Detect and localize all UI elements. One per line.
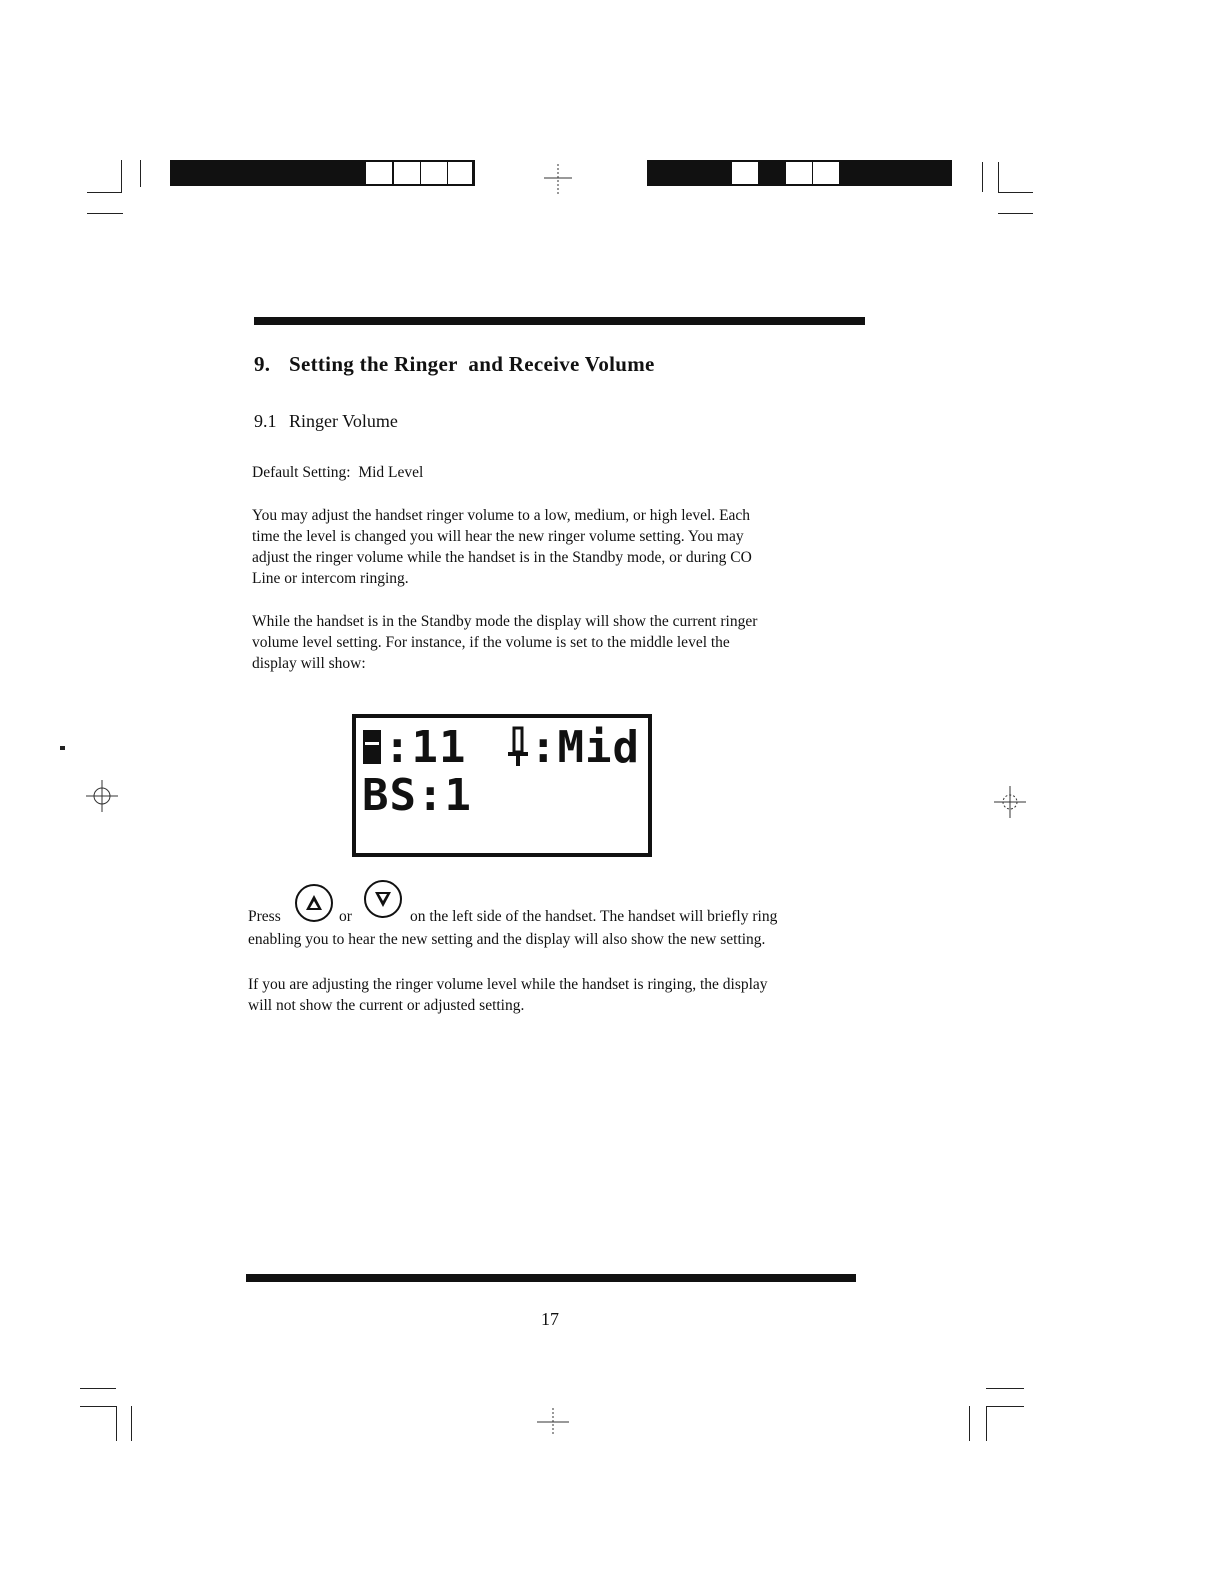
volume-down-button[interactable] [364, 880, 402, 918]
press-word: Press [248, 908, 281, 925]
press-second-line: enabling you to hear the new setting and the display will also show the new setting. [248, 931, 766, 948]
display-base-station: BS:1 [362, 770, 472, 821]
color-bar-right [647, 160, 952, 186]
press-rest-line: on the left side of the handset. The handset will briefly ring [410, 908, 778, 925]
display-ringer-level: :Mid [530, 722, 640, 773]
lcd-display [352, 714, 652, 857]
text-line: You may adjust the handset ringer volume to a low, medium, or high level. Each [252, 507, 751, 524]
paragraph-ringing-note [248, 974, 848, 1016]
default-setting: Default Setting: Mid Level [252, 464, 424, 481]
registration-crosshair-icon [540, 160, 576, 196]
paragraph-standby-display [252, 611, 852, 674]
page-number: 17 [541, 1309, 559, 1329]
registration-crosshair-icon [84, 778, 120, 814]
top-rule [254, 317, 865, 325]
registration-crosshair-icon [992, 784, 1028, 820]
section-title: Setting the Ringer and Receive Volume [289, 352, 655, 376]
subsection-heading [254, 411, 398, 432]
stray-mark [60, 746, 65, 750]
text-line: time the level is changed you will hear the new ringer volume setting. You may [252, 528, 744, 545]
text-line: will not show the current or adjusted setting. [248, 997, 525, 1014]
text-line: volume level setting. For instance, if the volume is set to the middle level the [252, 634, 730, 651]
subsection-number: 9.1 [254, 411, 277, 431]
text-line: If you are adjusting the ringer volume level while the handset is ringing, the display [248, 976, 768, 993]
color-bar-left [170, 160, 475, 186]
paragraph-ringer-adjust [252, 505, 852, 589]
text-line: display will show: [252, 655, 366, 672]
ringer-bell-icon [506, 726, 530, 768]
text-line: Line or intercom ringing. [252, 570, 409, 587]
subsection-title: Ringer Volume [289, 411, 398, 431]
text-line: adjust the ringer volume while the handset is in the Standby mode, or during CO [252, 549, 752, 566]
up-triangle-icon [304, 893, 324, 913]
section-number: 9. [254, 352, 271, 376]
section-heading [254, 352, 655, 377]
down-triangle-icon [373, 889, 393, 909]
line-indicator-icon [362, 728, 382, 766]
volume-up-button[interactable] [295, 884, 333, 922]
display-line-count: :11 [384, 722, 467, 773]
text-line: While the handset is in the Standby mode the display will show the current ringer [252, 613, 758, 630]
bottom-rule [246, 1274, 856, 1282]
registration-crosshair-icon [535, 1404, 571, 1440]
or-word: or [339, 908, 352, 925]
press-instruction [248, 908, 281, 926]
